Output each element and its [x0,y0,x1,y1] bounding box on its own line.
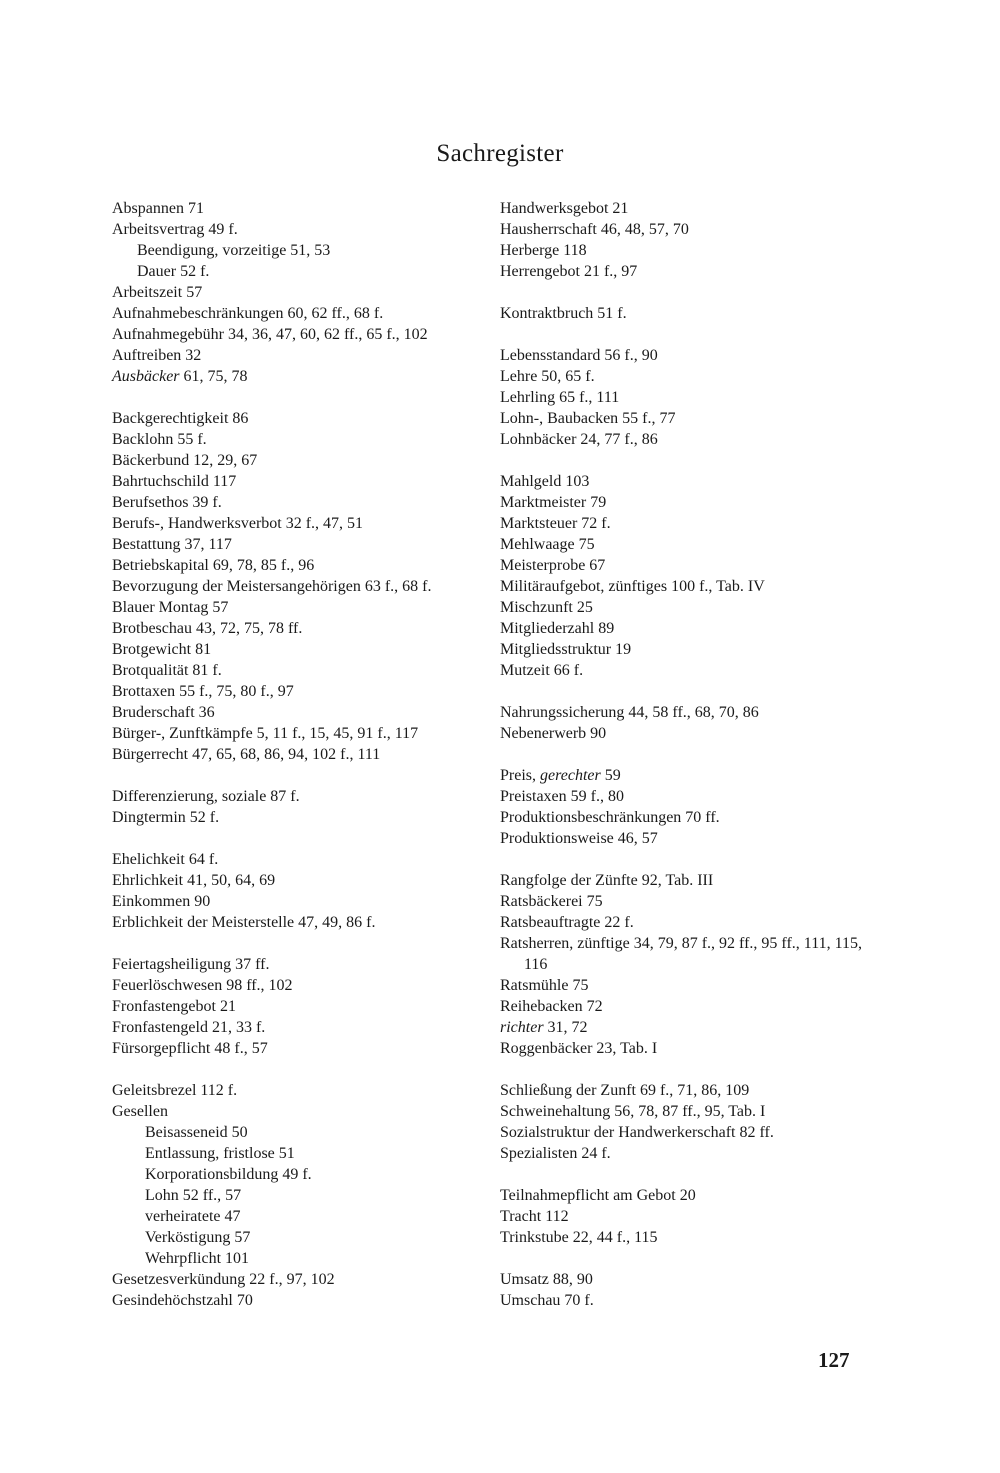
index-entry: Bürger-, Zunftkämpfe 5, 11 f., 15, 45, 91 f., 117 [112,725,419,742]
index-entry: Backlohn 55 f. [112,431,207,448]
index-entry: Umsatz 88, 90 [500,1271,593,1288]
page-title: Sachregister [436,140,564,167]
index-letter-group [500,198,870,282]
index-entry: Fronfastengebot 21 [112,998,236,1015]
index-entry: Preistaxen 59 f., 80 [500,788,624,805]
index-entry: Produktionsweise 46, 57 [500,830,658,847]
index-entry: Lohnbäcker 24, 77 f., 86 [500,431,658,448]
index-entry: Mitgliederzahl 89 [500,620,615,637]
index-subentry: verheiratete 47 [145,1208,241,1225]
index-entry: Aufnahmegebühr 34, 36, 47, 60, 62 ff., 65 f., 102 [112,326,428,343]
index-subentry: Beendigung, vorzeitige 51, 53 [137,242,331,259]
index-entry: Meisterprobe 67 [500,557,606,574]
index-letter-group [112,408,482,765]
index-entry: Teilnahmepflicht am Gebot 20 [500,1187,696,1204]
index-entry: Mitgliedsstruktur 19 [500,641,632,658]
index-entry: Mutzeit 66 f. [500,662,584,679]
index-entry: Fürsorgepflicht 48 f., 57 [112,1040,268,1057]
index-subentry: Lohn 52 ff., 57 [145,1187,242,1204]
index-column-left [112,198,482,1332]
index-subentry: Verköstigung 57 [145,1229,251,1246]
index-subentry: Korporationsbildung 49 f. [145,1166,312,1183]
index-entry: Ratsherren, zünftige 34, 79, 87 f., 92 ff., 95 ff., 111, 115, 116 [500,935,863,973]
index-entry: Umschau 70 f. [500,1292,594,1309]
index-entry: Rangfolge der Zünfte 92, Tab. III [500,872,714,889]
index-entry: Ratsbäckerei 75 [500,893,603,910]
index-entry: Mahlgeld 103 [500,473,590,490]
index-entry: Herrengebot 21 f., 97 [500,263,638,280]
index-entry: Differenzierung, soziale 87 f. [112,788,300,805]
index-entry: richter 31, 72 [500,1019,588,1036]
index-letter-group [500,471,870,681]
index-letter-group [500,1269,870,1311]
index-entry: Geleitsbrezel 112 f. [112,1082,238,1099]
index-letter-group [500,870,870,1059]
index-entry: Brotgewicht 81 [112,641,212,658]
page-number: 127 [818,1348,850,1372]
index-entry: Arbeitsvertrag 49 f. [112,221,238,238]
index-entry: Mehlwaage 75 [500,536,595,553]
index-entry: Aufnahmebeschränkungen 60, 62 ff., 68 f. [112,305,384,322]
index-entry: Gesellen [112,1103,168,1120]
index-entry: Gesetzesverkündung 22 f., 97, 102 [112,1271,335,1288]
index-entry: Mischzunft 25 [500,599,593,616]
index-letter-group [112,1080,482,1311]
index-entry: Hausherrschaft 46, 48, 57, 70 [500,221,689,238]
index-column-right [500,198,870,1332]
index-entry: Schließung der Zunft 69 f., 71, 86, 109 [500,1082,750,1099]
index-entry: Feiertagsheiligung 37 ff. [112,956,270,973]
index-entry: Gesindehöchstzahl 70 [112,1292,253,1309]
index-entry: Berufs-, Handwerksverbot 32 f., 47, 51 [112,515,364,532]
index-entry: Backgerechtigkeit 86 [112,410,249,427]
index-entry: Militäraufgebot, zünftiges 100 f., Tab. IV [500,578,765,595]
index-entry: Roggenbäcker 23, Tab. I [500,1040,658,1057]
index-entry: Einkommen 90 [112,893,211,910]
index-entry: Tracht 112 [500,1208,569,1225]
index-subentry: Entlassung, fristlose 51 [145,1145,295,1162]
index-letter-group [500,1080,870,1164]
index-entry: Ehrlichkeit 41, 50, 64, 69 [112,872,276,889]
index-subentry: Dauer 52 f. [137,263,210,280]
index-entry: Bruderschaft 36 [112,704,215,721]
index-entry: Betriebskapital 69, 78, 85 f., 96 [112,557,315,574]
index-entry: Produktionsbeschränkungen 70 ff. [500,809,720,826]
index-subentry: Wehrpflicht 101 [145,1250,250,1267]
index-letter-group [500,702,870,744]
index-entry: Marktsteuer 72 f. [500,515,611,532]
index-entry: Preis, gerechter 59 [500,767,621,784]
index-entry: Lehrling 65 f., 111 [500,389,620,406]
index-entry: Spezialisten 24 f. [500,1145,611,1162]
index-letter-group [112,198,482,387]
index-entry: Brotbeschau 43, 72, 75, 78 ff. [112,620,303,637]
index-entry: Nebenerwerb 90 [500,725,607,742]
index-entry: Bäckerbund 12, 29, 67 [112,452,258,469]
index-entry: Handwerksgebot 21 [500,200,629,217]
index-entry: Herberge 118 [500,242,587,259]
index-subentry: Beisasseneid 50 [145,1124,248,1141]
index-entry: Bestattung 37, 117 [112,536,232,553]
index-entry: Fronfastengeld 21, 33 f. [112,1019,266,1036]
index-entry: Feuerlöschwesen 98 ff., 102 [112,977,293,994]
index-entry: Ratsmühle 75 [500,977,589,994]
index-entry: Marktmeister 79 [500,494,607,511]
index-entry: Bahrtuchschild 117 [112,473,237,490]
index-entry: Ratsbeauftragte 22 f. [500,914,634,931]
index-entry: Nahrungssicherung 44, 58 ff., 68, 70, 86 [500,704,759,721]
index-entry: Erblichkeit der Meisterstelle 47, 49, 86 f. [112,914,376,931]
index-letter-group [500,303,870,324]
index-entry: Lohn-, Baubacken 55 f., 77 [500,410,676,427]
index-entry: Kontraktbruch 51 f. [500,305,627,322]
index-entry: Reihebacken 72 [500,998,603,1015]
index-entry: Auftreiben 32 [112,347,202,364]
index-letter-group [112,786,482,828]
index-entry: Blauer Montag 57 [112,599,229,616]
index-entry: Lehre 50, 65 f. [500,368,595,385]
index-letter-group [500,1185,870,1248]
index-entry: Bevorzugung der Meistersangehörigen 63 f., 68 f. [112,578,432,595]
index-letter-group [112,849,482,933]
index-entry: Schweinehaltung 56, 78, 87 ff., 95, Tab. I [500,1103,766,1120]
index-entry: Lebensstandard 56 f., 90 [500,347,658,364]
index-entry: Berufsethos 39 f. [112,494,222,511]
index-letter-group [112,954,482,1059]
index-letter-group [500,765,870,849]
index-entry: Bürgerrecht 47, 65, 68, 86, 94, 102 f., 111 [112,746,381,763]
index-letter-group [500,345,870,450]
index-entry: Sozialstruktur der Handwerkerschaft 82 ff. [500,1124,774,1141]
index-entry: Arbeitszeit 57 [112,284,203,301]
index-entry: Abspannen 71 [112,200,204,217]
index-entry: Trinkstube 22, 44 f., 115 [500,1229,658,1246]
index-entry: Dingtermin 52 f. [112,809,220,826]
index-entry: Brotqualität 81 f. [112,662,222,679]
index-entry: Ausbäcker 61, 75, 78 [112,368,248,385]
index-entry: Brottaxen 55 f., 75, 80 f., 97 [112,683,294,700]
index-entry: Ehelichkeit 64 f. [112,851,219,868]
